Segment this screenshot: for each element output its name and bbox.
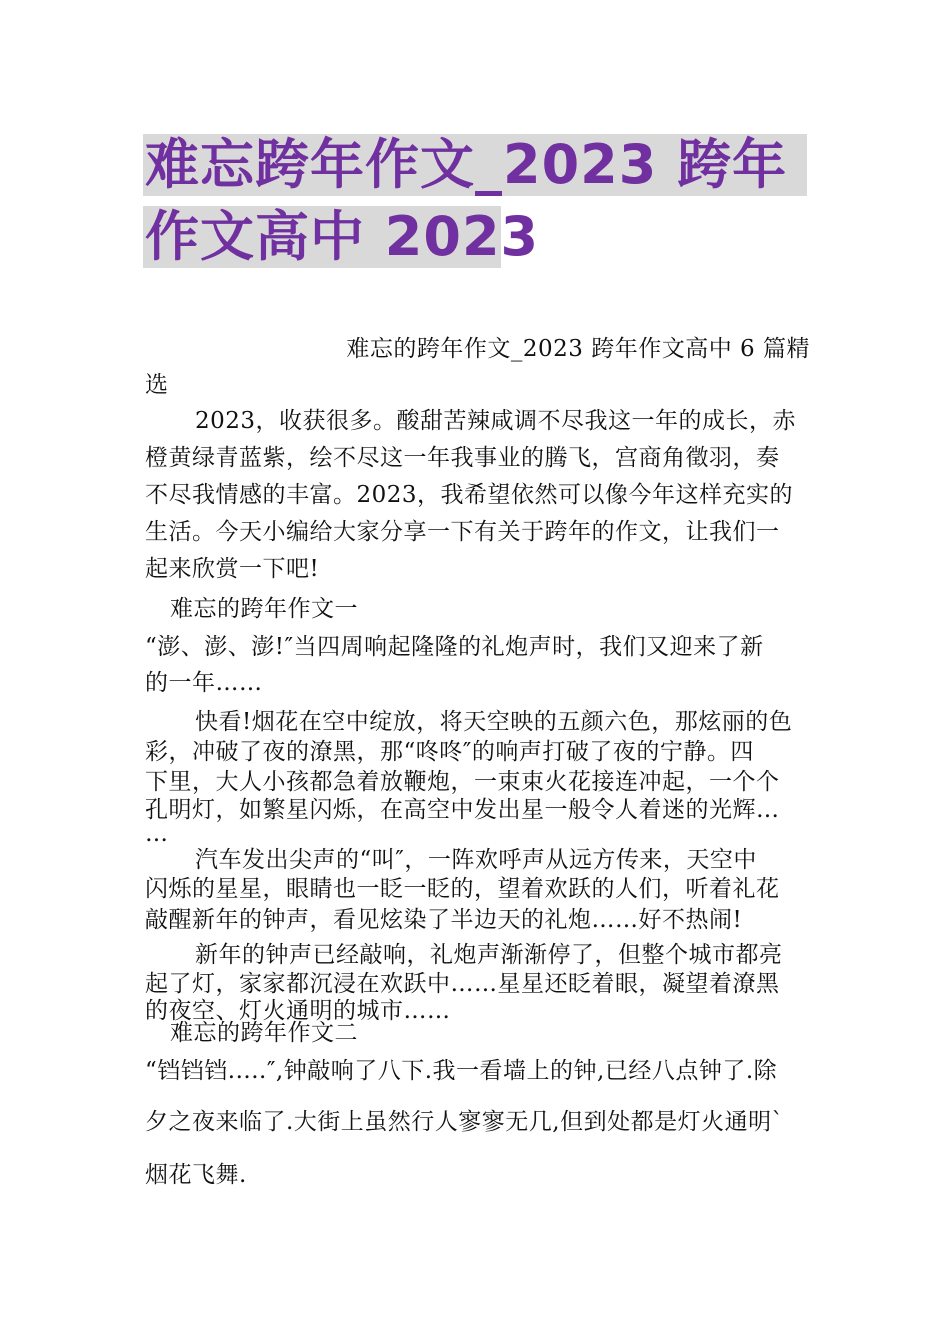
intro-line: 橙黄绿青蓝紫，绘不尽这一年我事业的腾飞，宫商角徵羽，奏	[145, 445, 780, 471]
essay1-para1-line: 下里，大人小孩都急着放鞭炮，一束束火花接连冲起，一个个	[145, 769, 780, 795]
document-title-line-2: 作文高中 2023	[145, 205, 540, 268]
subtitle-line-2: 选	[145, 372, 169, 398]
essay2-line: 烟花飞舞.	[145, 1162, 247, 1188]
essay1-heading: 难忘的跨年作文一	[170, 596, 358, 622]
essay1-opening-line: “澎、澎、澎!″当四周响起隆隆的礼炮声时，我们又迎来了新	[145, 634, 764, 660]
intro-line: 2023，收获很多。酸甜苦辣咸调不尽我这一年的成长，赤	[195, 408, 797, 434]
essay1-para1-line: …	[145, 821, 169, 847]
essay2-line: 夕之夜来临了.大街上虽然行人寥寥无几,但到处都是灯火通明`	[145, 1109, 784, 1135]
intro-line: 生活。今天小编给大家分享一下有关于跨年的作文，让我们一	[145, 519, 780, 545]
essay1-para2-line: 汽车发出尖声的“叫″，一阵欢呼声从远方传来，天空中	[195, 847, 757, 873]
essay1-para1-line: 彩，冲破了夜的潦黑，那“咚咚″的响声打破了夜的宁静。四	[145, 739, 754, 765]
essay2-line: “铛铛铛.....″,钟敲响了八下.我一看墙上的钟,已经八点钟了.除	[145, 1058, 778, 1084]
intro-line: 起来欣赏一下吧!	[145, 556, 320, 582]
essay1-para3-line: 新年的钟声已经敲响，礼炮声渐渐停了，但整个城市都亮	[195, 942, 783, 968]
essay2-heading: 难忘的跨年作文二	[170, 1020, 358, 1046]
essay1-para2-line: 闪烁的星星，眼睛也一眨一眨的，望着欢跃的人们，听着礼花	[145, 876, 780, 902]
essay1-para3-line: 的夜空、灯火通明的城市……	[145, 998, 451, 1024]
essay1-para1-line: 孔明灯，如繁星闪烁，在高空中发出星一般令人着迷的光辉…	[145, 797, 780, 823]
intro-line: 不尽我情感的丰富。2023，我希望依然可以像今年这样充实的	[145, 482, 794, 508]
document-title-line-1: 难忘跨年作文_2023 跨年	[143, 134, 807, 196]
subtitle-line-1: 难忘的跨年作文_2023 跨年作文高中 6 篇精	[346, 336, 810, 362]
essay1-opening-line: 的一年……	[145, 670, 263, 696]
essay1-para3-line: 起了灯，家家都沉浸在欢跃中……星星还眨着眼，凝望着潦黑	[145, 971, 780, 997]
essay1-para1-line: 快看!烟花在空中绽放，将天空映的五颜六色，那炫丽的色	[195, 709, 793, 735]
essay1-para2-line: 敲醒新年的钟声，看见炫染了半边天的礼炮……好不热闹!	[145, 907, 743, 933]
